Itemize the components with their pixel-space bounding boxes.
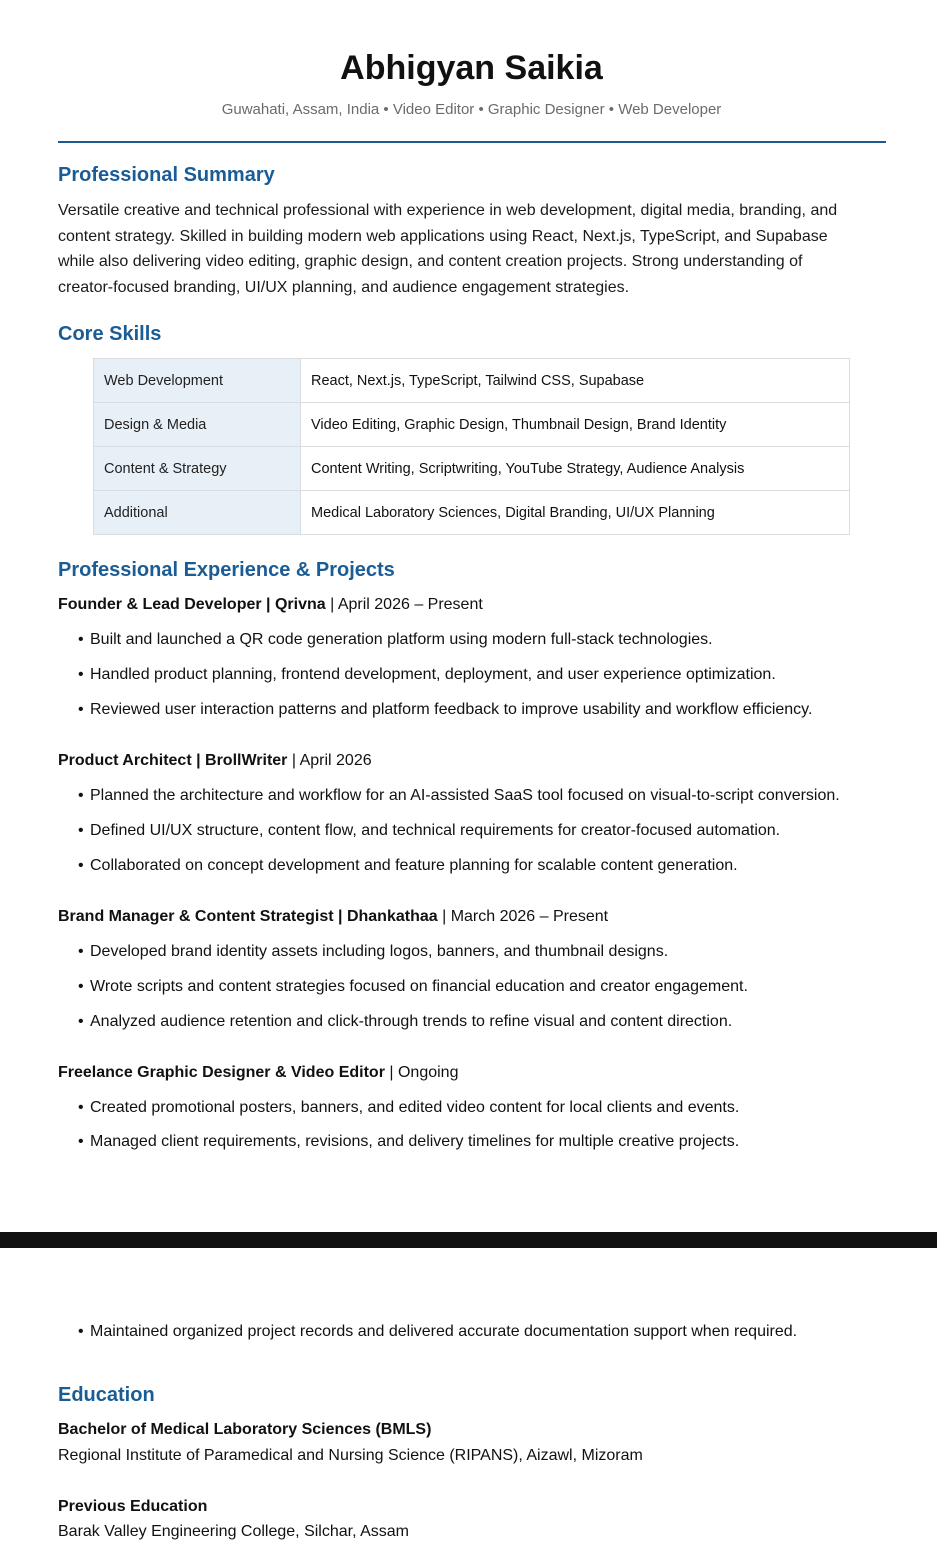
skills-table [93, 358, 850, 535]
list-item [78, 664, 776, 686]
bullet-text: Wrote scripts and content strategies focused on financial education and creator engagement. [90, 978, 748, 995]
bullet-icon: • [78, 631, 84, 648]
bullet-text: Planned the architecture and workflow for an AI-assisted SaaS tool focused on visual-to-script conversion. [90, 787, 840, 804]
job-role: Product Architect | BrollWriter [58, 752, 288, 769]
table-row [94, 403, 850, 447]
education-degree: Bachelor of Medical Laboratory Sciences (BMLS) [58, 1421, 432, 1438]
bullet-icon: • [78, 1323, 84, 1340]
summary-line: while also delivering video editing, graphic design, and content creation projects. Strong understanding of [58, 253, 803, 270]
list-item [78, 1321, 797, 1343]
section-title-experience: Professional Experience & Projects [58, 559, 395, 581]
section-title-skills: Core Skills [58, 323, 162, 345]
bullet-icon: • [78, 822, 84, 839]
section-title-summary: Professional Summary [58, 164, 275, 186]
bullet-icon: • [78, 1013, 84, 1030]
list-item [78, 699, 812, 721]
skill-category: Content & Strategy [94, 447, 301, 491]
bullet-icon: • [78, 1099, 84, 1116]
bullet-text: Handled product planning, frontend development, deployment, and user experience optimization. [90, 666, 776, 683]
bullet-text: Collaborated on concept development and feature planning for scalable content generation. [90, 857, 738, 874]
bullet-icon: • [78, 787, 84, 804]
bullet-icon: • [78, 666, 84, 683]
bullet-text: Managed client requirements, revisions, and delivery timelines for multiple creative projects. [90, 1133, 740, 1150]
header-divider [58, 141, 886, 143]
education-institution: Barak Valley Engineering College, Silchar, Assam [58, 1523, 409, 1540]
table-row [94, 447, 850, 491]
bullet-icon: • [78, 701, 84, 718]
education-institution: Regional Institute of Paramedical and Nursing Science (RIPANS), Aizawl, Mizoram [58, 1447, 643, 1464]
bullet-text: Maintained organized project records and delivered accurate documentation support when required. [90, 1323, 798, 1340]
list-item [78, 976, 748, 998]
bullet-icon: • [78, 857, 84, 874]
candidate-subtitle: Guwahati, Assam, India • Video Editor • Graphic Designer • Web Developer [221, 101, 722, 118]
summary-line: Versatile creative and technical professional with experience in web development, digital media, branding, and [58, 202, 838, 219]
bullet-text: Built and launched a QR code generation platform using modern full-stack technologies. [90, 631, 713, 648]
list-item [78, 629, 713, 651]
list-item [78, 855, 738, 877]
job-date: | April 2026 – Present [325, 596, 483, 613]
list-item [78, 1131, 739, 1153]
job-date: | April 2026 [287, 752, 372, 769]
bullet-icon: • [78, 978, 84, 995]
list-item [78, 1097, 739, 1119]
list-item [78, 820, 780, 842]
bullet-icon: • [78, 1133, 84, 1150]
candidate-name: Abhigyan Saikia [340, 49, 603, 87]
job-date: | Ongoing [384, 1064, 459, 1081]
bullet-text: Created promotional posters, banners, and edited video content for local clients and events. [90, 1099, 740, 1116]
table-row [94, 491, 850, 535]
skill-category: Web Development [94, 359, 301, 403]
job-role: Founder & Lead Developer | Qrivna [58, 596, 326, 613]
job-role: Brand Manager & Content Strategist | Dhankathaa [58, 908, 438, 925]
education-degree: Previous Education [58, 1498, 208, 1515]
job-role: Freelance Graphic Designer & Video Editor [58, 1064, 385, 1081]
bullet-icon: • [78, 943, 84, 960]
bullet-text: Reviewed user interaction patterns and platform feedback to improve usability and workflow efficiency. [90, 701, 813, 718]
job-heading [58, 1062, 458, 1084]
skill-items: Video Editing, Graphic Design, Thumbnail Design, Brand Identity [301, 403, 850, 447]
job-heading [58, 594, 483, 616]
bullet-text: Defined UI/UX structure, content flow, and technical requirements for creator-focused automation. [90, 822, 781, 839]
job-heading [58, 906, 608, 928]
bullet-text: Analyzed audience retention and click-through trends to refine visual and content direction. [90, 1013, 733, 1030]
list-item [78, 941, 668, 963]
summary-paragraph [58, 198, 888, 300]
bullet-text: Developed brand identity assets including logos, banners, and thumbnail designs. [90, 943, 669, 960]
section-title-education: Education [58, 1384, 155, 1406]
skill-items: React, Next.js, TypeScript, Tailwind CSS, Supabase [301, 359, 850, 403]
list-item [78, 1011, 732, 1033]
summary-line: creator-focused branding, UI/UX planning, and audience engagement strategies. [58, 278, 630, 296]
page-break-bar [0, 1232, 937, 1248]
job-heading [58, 750, 372, 772]
skill-category: Additional [94, 491, 301, 535]
skill-category: Design & Media [94, 403, 301, 447]
job-date: | March 2026 – Present [437, 908, 609, 925]
skill-items: Medical Laboratory Sciences, Digital Branding, UI/UX Planning [301, 491, 850, 535]
list-item [78, 785, 840, 807]
table-row [94, 359, 850, 403]
summary-line: content strategy. Skilled in building modern web applications using React, Next.js, TypeScript, and Supabase [58, 227, 828, 245]
skill-items: Content Writing, Scriptwriting, YouTube Strategy, Audience Analysis [301, 447, 850, 491]
